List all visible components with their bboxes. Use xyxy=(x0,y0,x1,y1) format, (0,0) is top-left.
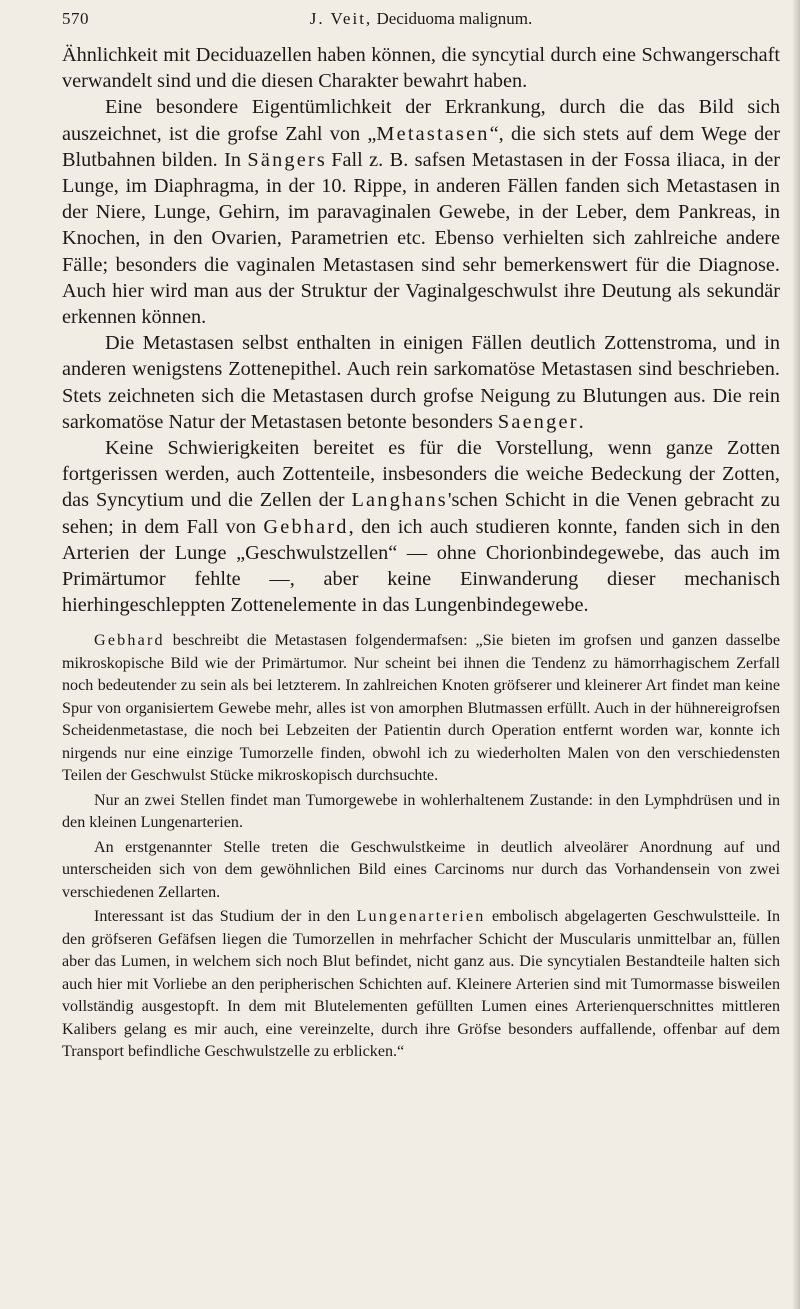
quote-paragraph-1-text: beschreibt die Metastasen folgendermafsen: „Sie bieten im grofsen und ganzen dasselbe mikroskopische Bild wie der Primärtumor. Nur scheint bei ihnen die Tendenz zu hämorrhagischem Zerfall noch bedeutender zu sein als bei letzterem. In zahlreichen Knoten gröfserer und kleinerer Art findet man keine Spur von organisiertem Gewebe mehr, alles ist von amorphen Blutmassen erfüllt. Auch in der hühnereigrofsen Scheidenmetastase, die noch bei Lebzeiten der Patientin durch Operation entfernt worden war, konnte ich nirgends nur eine einzige Tumorzelle finden, obwohl ich zu wiederholten Malen von den verschiedensten Teilen der Geschwulst Stücke mikroskopisch durchsuchte. xyxy=(62,632,780,785)
quote-emph-gebhard: Gebhard xyxy=(94,632,165,650)
paragraph-1: Ähnlichkeit mit Deciduazellen haben können, die syncytial durch eine Schwangerschaft verwandelt sind und die diesen Charakter bewahrt haben. xyxy=(62,44,780,93)
quote-paragraph-4 xyxy=(62,906,780,1064)
main-text xyxy=(62,42,780,618)
paragraph-3-text-b: . xyxy=(578,410,584,433)
quote-paragraph-4-text-a: Interessant ist das Studium der in den xyxy=(94,908,357,926)
paragraph-2-emph-saenger: Sänger xyxy=(247,148,317,171)
paragraph-4-text-c: , den ich auch studieren konnte, fanden sich in den Arterien der Lunge „Geschwulstzellen“ — ohne Chorionbindegewebe, das auch im Primärtumor fehlte —, aber keine Einwanderung dieser mechanisch hierhingeschleppten Zottenelemente in das Lungenbindegewebe. xyxy=(62,515,780,617)
paragraph-4 xyxy=(62,435,780,618)
paragraph-3-text-a: Die Metastasen selbst enthalten in einigen Fällen deutlich Zottenstroma, und in anderen wenigstens Zottenepithel. Auch rein sarkomatöse Metastasen sind beschrieben. Stets zeichneten sich die Metastasen durch grofse Neigung zu Blutungen aus. Die rein sarkomatöse Natur der Metastasen betonte besonders xyxy=(62,332,780,433)
paragraph-4-emph-langhans: Langhans xyxy=(351,489,448,512)
paragraph-3 xyxy=(62,330,780,435)
paragraph-4-text-a: Keine Schwierigkeiten bereitet es für die Vorstellung, wenn ganze Zotten fortgerissen werden, auch Zottenteile, insbesonders die weiche Bedeckung der Zotten, das Syncytium und die Zellen der xyxy=(62,437,780,512)
paragraph-4-emph-gebhard: Gebhard xyxy=(263,515,349,538)
header-title xyxy=(62,6,780,32)
paragraph-3-emph-saenger: Saenger xyxy=(497,410,579,433)
body-text xyxy=(62,42,780,1064)
running-head xyxy=(62,6,780,32)
quote-emph-lungenarterien: Lungenarterien xyxy=(356,908,486,926)
paragraph-4-text-b: 'schen Schicht in die Venen gebracht zu sehen; in dem Fall von xyxy=(62,489,780,538)
quote-paragraph-1 xyxy=(62,630,780,788)
paragraph-2-text-a: Eine besondere Eigentümlichkeit der Erkrankung, durch die das Bild sich auszeichnet, ist die grofse Zahl von „ xyxy=(62,96,780,145)
quote-paragraph-4-text-b: embolisch abgelagerten Geschwulstteile. In den gröfseren Gefäfsen liegen die Tumorzellen in mehrfacher Schicht der Muscularis unmittelbar an, füllen aber das Lumen, in welchem sich noch Blut befindet, nicht ganz aus. Die syncytialen Bestandteile halten sich auch hier mit Vorliebe an den peripherischen Schichten auf. Kleinere Arterien sind mit Tumormasse bisweilen vollständig ausgestopft. In dem mit Blutelementen gefüllten Lumen eines Arterienquerschnittes mittleren Kalibers gelang es mir auch, eine vereinzelte, durch ihre Gröfse besonders auffallende, offenbar auf dem Transport befindliche Geschwulstzelle zu erblicken.“ xyxy=(62,908,780,1061)
quote-paragraph-3: An erstgenannter Stelle treten die Geschwulstkeime in deutlich alveolärer Anordnung auf und unterscheiden sich von dem gewöhnlichen Bild eines Carcinoms nur durch das Vorhandensein von zwei verschiedenen Zellarten. xyxy=(62,838,780,901)
paragraph-2-text-c: s Fall z. B. safsen Metastasen in der Fossa iliaca, in der Lunge, im Diaphragma, in der 10. Rippe, in anderen Fällen fanden sich Metastasen in der Niere, Lunge, Gehirn, im paravaginalen Gewebe, in der Leber, dem Pankreas, in Knochen, in den Ovarien, Parametrien etc. Ebenso verhielten sich zahlreiche andere Fälle; besonders die vaginalen Metastasen sind sehr bemerkenswert für die Diagnose. Auch hier wird man aus der Struktur der Vaginalgeschwulst ihre Deutung als sekundär erkennen können. xyxy=(62,148,780,329)
header-chapter-title: Deciduoma malignum. xyxy=(376,9,533,28)
paragraph-2-text-b: “, die sich stets auf dem Wege der Blutbahnen bilden. In xyxy=(62,122,780,171)
quote-paragraph-2: Nur an zwei Stellen findet man Tumorgewebe in wohlerhaltenem Zustande: in den Lymphdrüsen und in den kleinen Lungenarterien. xyxy=(62,791,780,832)
paragraph-2 xyxy=(62,94,780,330)
header-author: J. Veit, xyxy=(309,9,373,28)
page-number: 570 xyxy=(62,9,89,28)
paragraph-2-emph-metastasen: Metastasen xyxy=(376,122,490,145)
block-quote xyxy=(62,630,780,1064)
page-edge-shadow xyxy=(792,0,800,1309)
